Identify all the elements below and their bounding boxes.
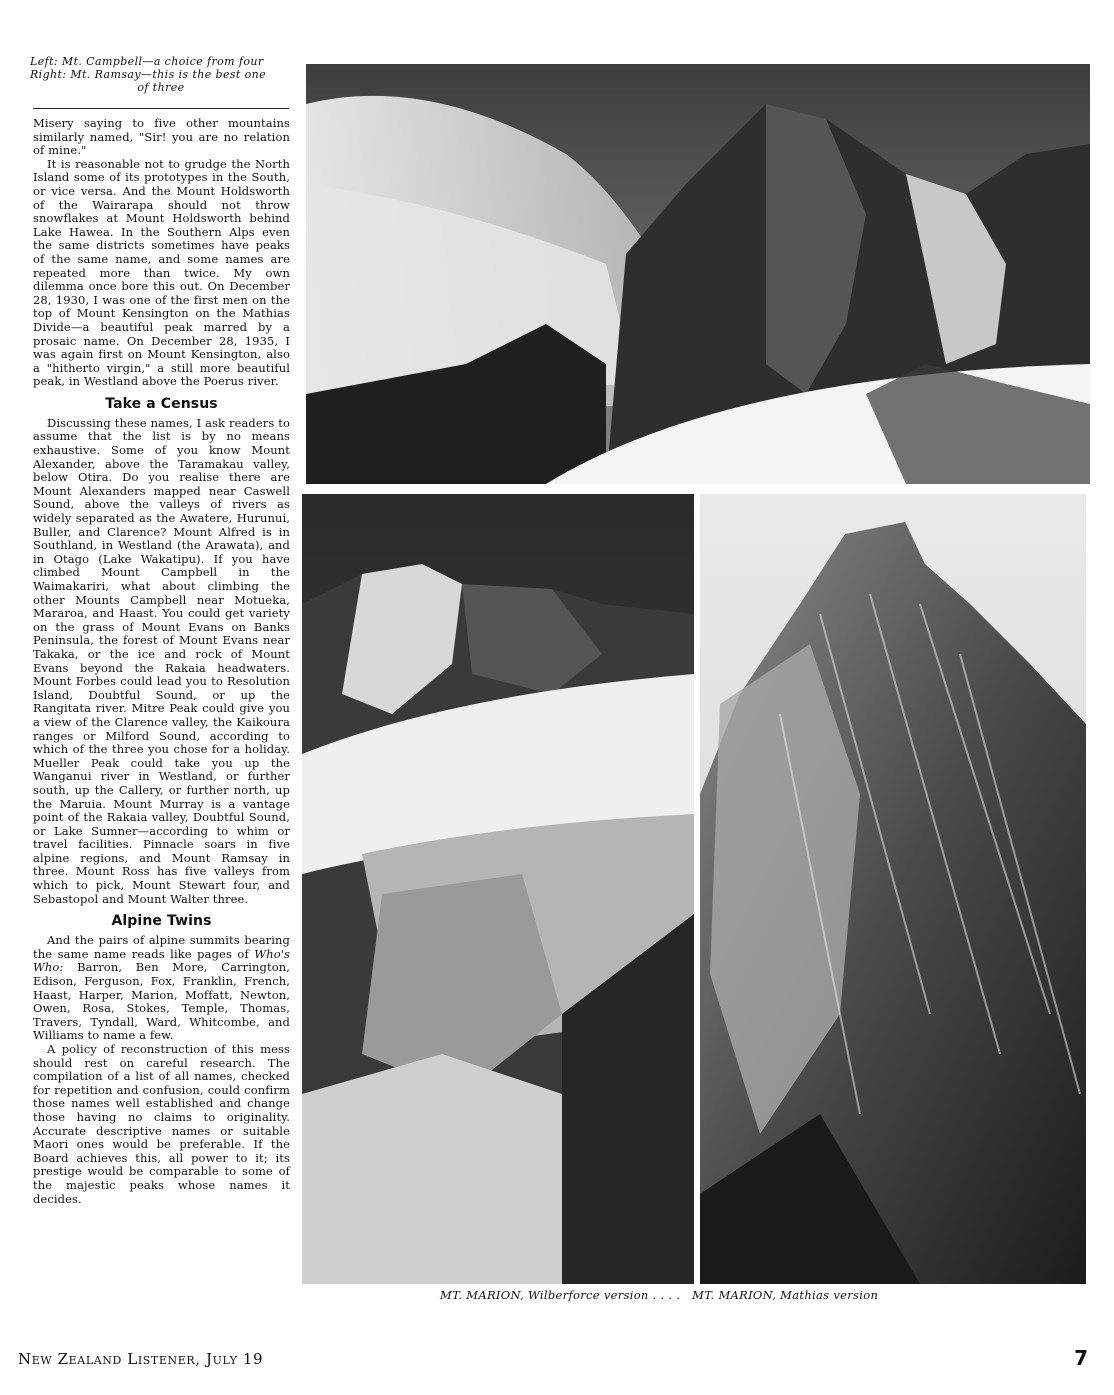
caption-line-left: Left: Mt. Campbell—a choice from four: [30, 55, 264, 68]
mountain-photo-mathias: [700, 494, 1086, 1284]
mountain-photo-top: [306, 64, 1090, 484]
mountain-photo-wilberforce-image: [302, 494, 694, 1284]
section-heading-twins: Alpine Twins: [111, 913, 212, 930]
section-heading-census: Take a Census: [105, 395, 218, 412]
mountain-photo-mathias-image: [700, 494, 1086, 1284]
photo-caption-top: [30, 55, 292, 94]
caption-mathias: MT. MARION, Mathias version: [692, 1288, 879, 1302]
article-column: [33, 117, 290, 1206]
mountain-photo-wilberforce: [302, 494, 694, 1284]
publication-footer: New Zealand Listener, July 19: [18, 1350, 264, 1368]
article-paragraph: Discussing these names, I ask readers to assume that the list is by no means exhaustive. Some of you know Mount Alexander, above the Taramakau valley, below Otira. Do you realise there are Mount Alexanders mapped near Caswell Sound, above the valleys of rivers as widely separated as the Awatere, Hurunui, Buller, and Clarence? Mount Alfred is in Southland, in Westland (the Arawata), and in Otago (Lake Wakatipu). If you have climbed Mount Campbell in the Waimakariri, what about climbing the other Mounts Campbell near Motueka, Mararoa, and Haast. You could get variety on the grass of Mount Evans on Banks Peninsula, the forest of Mount Evans near Takaka, or the ice and rock of Mount Evans beyond the Rakaia headwaters. Mount Forbes could lead you to Resolution Island, Doubtful Sound, or up the Rangitata river. Mitre Peak could give you a view of the Clarence valley, the Kaikoura ranges or Milford Sound, according to which of the three you chose for a holiday. Mueller Peak could take you up the Wanganui river in Westland, or further south, up the Callery, or further north, up the Maruia. Mount Murray is a vantage point of the Rakaia valley, Doubtful Sound, or Lake Sumner—according to whim or travel facilities. Pinnacle soars in five alpine regions, and Mount Ramsay in three. Mount Ross has five valleys from which to pick, Mount Stewart four, and Sebastopol and Mount Walter three.: [33, 415, 290, 906]
mountain-photo-top-image: [306, 64, 1090, 484]
page-number: 7: [1074, 1346, 1088, 1370]
caption-wilberforce: MT. MARION, Wilberforce version . . . .: [440, 1288, 681, 1302]
article-paragraph: Misery saying to five other mountains similarly named, "Sir! you are no relation of mine.": [33, 116, 290, 158]
whos-who-title: Who's Who:: [33, 946, 290, 975]
caption-line-three: of three: [137, 81, 185, 94]
photo-caption-bottom: [440, 1288, 940, 1302]
article-paragraph: A policy of reconstruction of this mess should rest on careful research. The compilation of a list of all names, checked for repetition and confusion, could confirm those names well established and change those having no claims to originality. Accurate descriptive names or suitable Maori ones would be preferable. If the Board achieves this, all power to it; its prestige would be comparable to some of the majestic peaks whose names it decides.: [33, 1042, 290, 1206]
caption-line-right: Right: Mt. Ramsay—this is the best one: [30, 68, 267, 81]
article-paragraph: And the pairs of alpine summits bearing the same name reads like pages of Who's Who: Barron, Ben More, Carrington, Edison, Ferguson, Fox, Franklin, French, Haast, Harper, Marion, Moffatt, Newton, Owen, Rosa, Stokes, Temple, Thomas, Travers, Tyndall, Ward, Whitcombe, and Williams to name a few.: [33, 933, 290, 1043]
caption-divider: [33, 108, 289, 109]
article-paragraph: It is reasonable not to grudge the North Island some of its prototypes in the South, or vice versa. And the Mount Holdsworth of the Wairarapa should not throw snowflakes at Mount Holdsworth behind Lake Hawea. In the Southern Alps even the same districts sometimes have peaks of the same name, and some names are repeated more than twice. My own dilemma once bore this out. On December 28, 1930, I was one of the first men on the top of Mount Kensington on the Mathias Divide—a beautiful peak marred by a prosaic name. On December 28, 1935, I was again first on Mount Kensington, also a "hitherto virgin," a still more beautiful peak, in Westland above the Poerus river.: [33, 156, 290, 389]
